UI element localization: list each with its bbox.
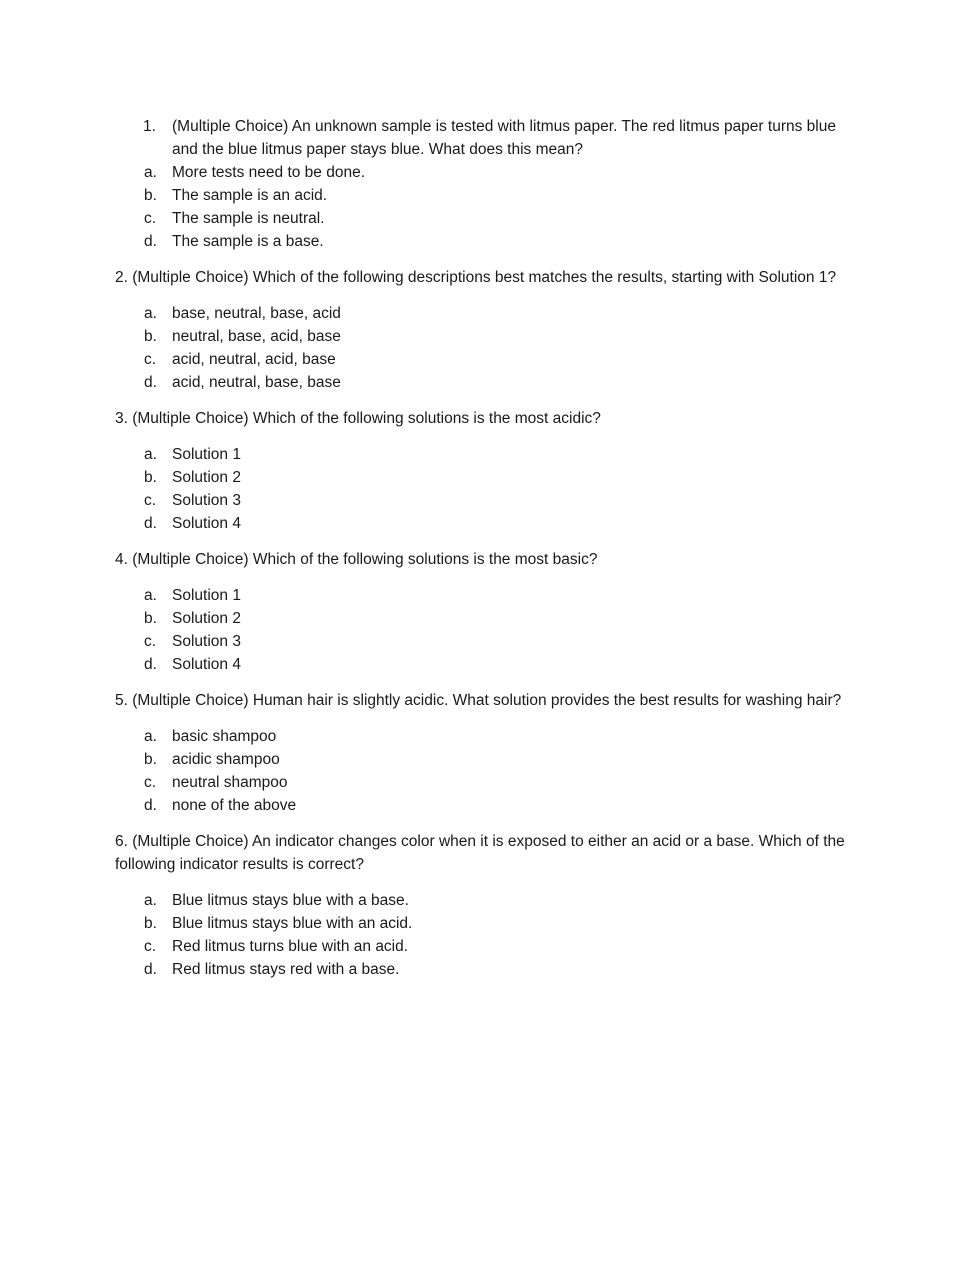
options-list: [115, 443, 860, 535]
option-text: none of the above: [172, 797, 297, 814]
option-letter: b.: [144, 469, 157, 486]
option-letter: b.: [144, 915, 157, 932]
options-list: [115, 302, 860, 394]
option-d: [115, 230, 860, 253]
question-4: [115, 548, 860, 676]
option-letter: c.: [144, 774, 157, 791]
option-letter: b.: [144, 187, 157, 204]
option-d: [115, 794, 860, 817]
option-a: [115, 725, 860, 748]
question-5: [115, 689, 860, 817]
option-text: neutral shampoo: [172, 774, 288, 791]
question-1-stem: [115, 115, 860, 161]
question-3: [115, 407, 860, 535]
option-letter: d.: [144, 961, 157, 978]
option-letter: c.: [144, 351, 157, 368]
question-text: 6. (Multiple Choice) An indicator changes color when it is exposed to either an acid or a base. Which of the following indicator results is correct?: [115, 833, 845, 873]
options-list: [115, 584, 860, 676]
option-b: [115, 466, 860, 489]
option-text: Solution 3: [172, 633, 241, 650]
option-letter: d.: [144, 797, 157, 814]
option-letter: c.: [144, 938, 157, 955]
option-b: [115, 912, 860, 935]
option-letter: b.: [144, 751, 157, 768]
option-text: neutral, base, acid, base: [172, 328, 341, 345]
option-d: [115, 653, 860, 676]
option-d: [115, 958, 860, 981]
option-a: [115, 302, 860, 325]
option-letter: c.: [144, 210, 157, 227]
option-text: The sample is neutral.: [172, 210, 325, 227]
option-c: [115, 935, 860, 958]
options-list: [115, 889, 860, 981]
option-c: [115, 207, 860, 230]
option-d: [115, 512, 860, 535]
question-text: 3. (Multiple Choice) Which of the following solutions is the most acidic?: [115, 410, 601, 427]
option-text: Solution 1: [172, 446, 241, 463]
worksheet-page: [115, 115, 860, 981]
option-text: Solution 4: [172, 515, 241, 532]
option-a: [115, 584, 860, 607]
option-letter: c.: [144, 633, 157, 650]
option-b: [115, 325, 860, 348]
option-text: Solution 2: [172, 469, 241, 486]
option-text: acid, neutral, base, base: [172, 374, 341, 391]
option-letter: a.: [144, 892, 157, 909]
question-text: 2. (Multiple Choice) Which of the following descriptions best matches the results, starting with Solution 1?: [115, 269, 837, 286]
option-text: Blue litmus stays blue with a base.: [172, 892, 409, 909]
option-text: basic shampoo: [172, 728, 277, 745]
option-text: Solution 4: [172, 656, 241, 673]
option-text: acidic shampoo: [172, 751, 280, 768]
option-c: [115, 348, 860, 371]
option-letter: c.: [144, 492, 157, 509]
option-text: Red litmus stays red with a base.: [172, 961, 400, 978]
option-letter: a.: [144, 446, 157, 463]
question-text: 4. (Multiple Choice) Which of the following solutions is the most basic?: [115, 551, 598, 568]
option-text: Solution 1: [172, 587, 241, 604]
option-b: [115, 184, 860, 207]
options-list: [115, 161, 860, 253]
option-text: base, neutral, base, acid: [172, 305, 341, 322]
option-d: [115, 371, 860, 394]
option-c: [115, 630, 860, 653]
option-letter: b.: [144, 610, 157, 627]
option-text: acid, neutral, acid, base: [172, 351, 336, 368]
question-number: 1.: [143, 118, 156, 135]
option-text: Blue litmus stays blue with an acid.: [172, 915, 413, 932]
option-letter: b.: [144, 328, 157, 345]
question-text: 5. (Multiple Choice) Human hair is slightly acidic. What solution provides the best results for washing hair?: [115, 692, 842, 709]
option-text: Red litmus turns blue with an acid.: [172, 938, 409, 955]
option-letter: a.: [144, 728, 157, 745]
option-letter: a.: [144, 164, 157, 181]
option-letter: d.: [144, 515, 157, 532]
option-text: The sample is a base.: [172, 233, 324, 250]
option-c: [115, 489, 860, 512]
option-letter: a.: [144, 587, 157, 604]
options-list: [115, 725, 860, 817]
option-text: Solution 3: [172, 492, 241, 509]
option-letter: a.: [144, 305, 157, 322]
option-c: [115, 771, 860, 794]
question-1: [115, 115, 860, 253]
option-text: Solution 2: [172, 610, 241, 627]
option-text: More tests need to be done.: [172, 164, 366, 181]
option-a: [115, 161, 860, 184]
question-6: [115, 830, 860, 981]
question-2: [115, 266, 860, 394]
option-b: [115, 607, 860, 630]
option-text: The sample is an acid.: [172, 187, 328, 204]
option-letter: d.: [144, 233, 157, 250]
option-letter: d.: [144, 374, 157, 391]
option-a: [115, 443, 860, 466]
option-b: [115, 748, 860, 771]
option-letter: d.: [144, 656, 157, 673]
option-a: [115, 889, 860, 912]
question-text: (Multiple Choice) An unknown sample is tested with litmus paper. The red litmus paper turns blue and the blue litmus paper stays blue. What does this mean?: [172, 118, 836, 158]
